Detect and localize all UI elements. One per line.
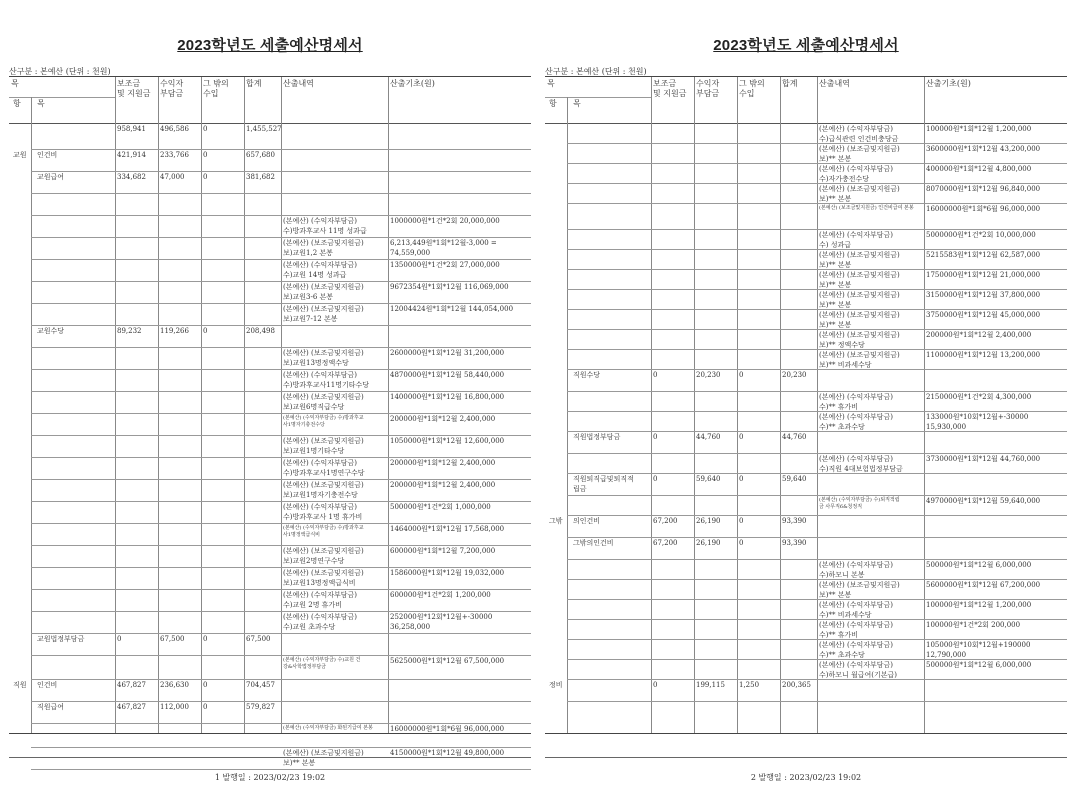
cell-basis: 200000원*1회*12월 2,400,000 <box>390 481 496 489</box>
cell-basis: 600000원*1회*12월 7,200,000 <box>390 547 496 555</box>
cell-detail: (본예산) (수익자부담금) 수)방과후교 사1명정액급식비 <box>283 525 364 538</box>
cell-detail: (본예산) (보조금및지원금) 보)** 본봉 <box>819 251 900 269</box>
cell-subsidy: 0 <box>653 475 658 483</box>
table-row <box>9 457 531 479</box>
cell-basis: 8070000원*1회*12월 96,840,000 <box>926 185 1041 193</box>
cell-subsidy: 0 <box>653 681 658 689</box>
cell-subsidy: 67,200 <box>653 517 678 525</box>
cell-benefit: 20,230 <box>696 371 721 379</box>
table-row <box>9 149 531 171</box>
cell-detail: (본예산) (보조금및지원금) 보)** 본봉 <box>819 291 900 309</box>
header-other: 그 밖의 수입 <box>739 79 765 98</box>
cell-detail: (본예산) (수익자부담금) 수)교원 14명 성과급 <box>283 261 358 279</box>
header-mok-sub: 목 <box>573 99 581 108</box>
table-row <box>9 369 531 391</box>
cell-basis: 1464000원*1회*12월 17,568,000 <box>390 525 505 533</box>
cell-benefit: 119,266 <box>160 327 189 335</box>
cell-other: 0 <box>203 681 208 689</box>
table-row <box>545 309 1067 329</box>
table-row <box>9 633 531 655</box>
table-row <box>545 203 1067 229</box>
cell-detail: (본예산) (보조금및지원금) 보)** 본봉 <box>819 271 900 289</box>
table-row <box>545 659 1067 679</box>
table-row <box>9 479 531 501</box>
cell-detail: (본예산) (수익자부담금) 수)급식관련 인건비충당금 <box>819 125 899 143</box>
table-row <box>9 679 531 701</box>
cell-basis: 500000원*1회*12월 6,000,000 <box>926 561 1032 569</box>
budget-table <box>9 76 531 767</box>
table-row <box>9 237 531 259</box>
table-row <box>545 559 1067 579</box>
cell-basis: 6,213,449원*1회*12월-3,000 = 74,559,000 <box>390 239 497 257</box>
cell-detail: (본예산) (보조금및지원금) 보)교원13명정액수당 <box>283 349 364 367</box>
table-row <box>545 249 1067 269</box>
table-row <box>545 349 1067 369</box>
cell-mok: 인건비 <box>37 681 58 689</box>
cell-subsidy: 467,827 <box>117 681 146 689</box>
table-row <box>9 259 531 281</box>
cell-detail: (본예산) (보조금및지원금) 보)교원3-6 본봉 <box>283 283 364 301</box>
cell-detail: (본예산) (보조금및지원금) 보)** 본봉 <box>819 185 900 203</box>
cell-detail: (본예산) (수익자부담금) 수)방과후교 사1명자기충전수당 <box>283 415 364 428</box>
cell-basis: 200000원*1회*12월 2,400,000 <box>390 459 496 467</box>
cell-mok: 직원급여 <box>37 703 65 711</box>
header-benefit: 수익자 부담금 <box>160 79 184 98</box>
table-row <box>9 391 531 413</box>
table-row <box>545 453 1067 473</box>
cell-other: 0 <box>203 173 208 181</box>
cell-basis: 4150000원*1회*12월 49,800,000 <box>390 749 505 757</box>
cell-other: 0 <box>739 475 744 483</box>
cell-basis: 3750000원*1회*12월 45,000,000 <box>926 311 1041 319</box>
cell-basis: 200000원*1회*12월 2,400,000 <box>926 331 1032 339</box>
cell-mok: 교원수당 <box>37 327 65 335</box>
cell-detail: (본예산) (보조금및지원금) 보)** 본봉 <box>819 581 900 599</box>
cell-subsidy: 421,914 <box>117 151 146 159</box>
cell-detail: (본예산) (보조금및지원금) 보)교원13명정액급식비 <box>283 569 364 587</box>
cell-subsidy: 958,941 <box>117 125 146 133</box>
header-mok-sub: 목 <box>37 99 45 108</box>
table-row <box>545 369 1067 391</box>
cell-subsidy: 0 <box>117 635 122 643</box>
cell-hang: 직원 <box>13 681 27 689</box>
table-row <box>9 215 531 237</box>
cell-basis: 12004424원*1회*12월 144,054,000 <box>390 305 514 313</box>
cell-detail: (본예산) (수익자부담금) 수)방과후교사11명기타수당 <box>283 371 370 389</box>
cell-basis: 5215583원*1회*12월 62,587,000 <box>926 251 1041 259</box>
cell-basis: 2150000원*1건*2회 4,300,000 <box>926 393 1032 401</box>
cell-total: 200,365 <box>782 681 811 689</box>
table-row <box>545 289 1067 309</box>
cell-detail: (본예산) (수익자부담금) 수)** 휴가비 <box>819 621 894 639</box>
table-row <box>545 329 1067 349</box>
cell-basis: 1350000원*1건*2회 27,000,000 <box>390 261 500 269</box>
cell-mok: 직원수당 <box>573 371 601 379</box>
table-row <box>9 723 531 747</box>
table-row <box>545 431 1067 453</box>
cell-total: 579,827 <box>246 703 275 711</box>
cell-basis: 5600000원*1회*12월 67,200,000 <box>926 581 1041 589</box>
cell-total: 208,498 <box>246 327 275 335</box>
table-row <box>9 545 531 567</box>
cell-basis: 200000원*1회*12월 2,400,000 <box>390 415 496 423</box>
cell-basis: 100000원*1회*12월 1,200,000 <box>926 125 1032 133</box>
cell-mok: 의인건비 <box>573 517 601 525</box>
cell-detail: (본예산) (수익자부담금) 수)방과후교사 11명 성과급 <box>283 217 367 235</box>
table-row <box>9 435 531 457</box>
cell-basis: 3730000원*1회*12월 44,760,000 <box>926 455 1041 463</box>
cell-benefit: 236,630 <box>160 681 189 689</box>
cell-basis: 100000원*1회*12월 1,200,000 <box>926 601 1032 609</box>
budget-page-2 <box>545 0 1067 810</box>
table-row <box>9 655 531 679</box>
cell-total: 67,500 <box>246 635 271 643</box>
cell-detail: (본예산) (수익자부담금) 수)하모니 본봉 <box>819 561 894 579</box>
page-footer: 1 발행일 : 2023/02/23 19:02 <box>214 773 326 782</box>
cell-mok: 직원법정부담금 <box>573 433 621 441</box>
table-row <box>545 679 1067 701</box>
table-row <box>9 123 531 149</box>
table-row <box>545 391 1067 411</box>
cell-basis: 4870000원*1회*12월 58,440,000 <box>390 371 505 379</box>
table-row <box>545 183 1067 203</box>
header-mok: 목 <box>547 79 555 88</box>
cell-detail: (본예산) (수익자부담금) 수)직원 4대보험법정부담금 <box>819 455 903 473</box>
header-other: 그 밖의 수입 <box>203 79 229 98</box>
cell-basis: 105000원*10회*12월+190000 12,790,000 <box>926 641 1031 659</box>
cell-total: 59,640 <box>782 475 807 483</box>
header-hang: 항 <box>13 99 21 108</box>
document-title: 2023학년도 세출예산명세서 <box>177 37 363 54</box>
cell-mok: 그밖의인건비 <box>573 539 614 547</box>
cell-other: 0 <box>203 327 208 335</box>
cell-basis: 5625000원*1회*12월 67,500,000 <box>390 657 505 665</box>
cell-benefit: 47,000 <box>160 173 185 181</box>
cell-detail: (본예산) (보조금및지원금) 보)교원7-12 본봉 <box>283 305 364 323</box>
cell-detail: (본예산) (보조금및지원금) 보)교원1명기타수당 <box>283 437 364 455</box>
header-subsidy: 보조금 및 지원금 <box>653 79 687 98</box>
table-row <box>9 567 531 589</box>
cell-basis: 1400000원*1회*12월 16,800,000 <box>390 393 505 401</box>
cell-basis: 3600000원*1회*12월 43,200,000 <box>926 145 1041 153</box>
cell-total: 381,682 <box>246 173 275 181</box>
table-row <box>545 495 1067 515</box>
cell-detail: (본예산) (수익자부담금) 수) 성과급 <box>819 231 894 249</box>
cell-subsidy: 67,200 <box>653 539 678 547</box>
table-row <box>9 325 531 347</box>
table-row <box>9 747 531 769</box>
table-row <box>9 303 531 325</box>
cell-detail: (본예산) (보조금및지원금) 보)** 본봉 <box>819 311 900 329</box>
cell-total: 20,230 <box>782 371 807 379</box>
cell-benefit: 59,640 <box>696 475 721 483</box>
cell-detail: (본예산) (수익자부담금) 수)교원 2명 휴가비 <box>283 591 358 609</box>
cell-detail: (본예산) (보조금및지원금) 보)** 정액수당 <box>819 331 900 349</box>
cell-detail: (본예산) (보조금및지원금) 보)교원1명자기충전수당 <box>283 481 364 499</box>
page-footer: 2 발행일 : 2023/02/23 19:02 <box>750 773 862 782</box>
table-row <box>9 281 531 303</box>
cell-hang: 그밖 <box>549 517 563 525</box>
cell-basis: 1050000원*1회*12월 12,600,000 <box>390 437 505 445</box>
cell-hang: 교원 <box>13 151 27 159</box>
cell-detail: (본예산) (수익자부담금) 수)** 휴가비 <box>819 393 894 411</box>
cell-benefit: 44,760 <box>696 433 721 441</box>
cell-subsidy: 334,682 <box>117 173 146 181</box>
cell-detail: (본예산) (수익자부담금) 수)** 초과수당 <box>819 413 894 431</box>
cell-basis: 500000원*1회*12월 6,000,000 <box>926 661 1032 669</box>
table-row <box>9 523 531 545</box>
cell-benefit: 67,500 <box>160 635 185 643</box>
cell-basis: 1100000원*1회*12월 13,200,000 <box>926 351 1041 359</box>
cell-basis: 1586000원*1회*12월 19,032,000 <box>390 569 505 577</box>
cell-total: 44,760 <box>782 433 807 441</box>
cell-total: 93,390 <box>782 539 807 547</box>
cell-total: 657,680 <box>246 151 275 159</box>
header-detail: 산출내역 <box>283 79 314 88</box>
cell-detail: (본예산) (수익자부담금) 화된기급여 본봉 <box>283 725 373 731</box>
cell-detail: (본예산) (수익자부담금) 수)** 비과세수당 <box>819 601 894 619</box>
cell-basis: 9672354원*1회*12월 116,069,000 <box>390 283 509 291</box>
cell-detail: (본예산) (수익자부담금) 수)교원 초과수당 <box>283 613 358 631</box>
cell-basis: 2600000원*1회*12월 31,200,000 <box>390 349 505 357</box>
cell-detail: (본예산) (수익자부담금) 수)** 초과수당 <box>819 641 894 659</box>
cell-subsidy: 467,827 <box>117 703 146 711</box>
cell-hang: 정비 <box>549 681 563 689</box>
cell-subsidy: 89,232 <box>117 327 142 335</box>
header-hang: 항 <box>549 99 557 108</box>
table-row <box>9 193 531 215</box>
table-row <box>545 515 1067 537</box>
table-row <box>9 347 531 369</box>
budget-unit-label: 산구분 : 본예산 (단위 : 천원) <box>545 67 647 76</box>
header-subsidy: 보조금 및 지원금 <box>117 79 151 98</box>
table-row <box>545 411 1067 431</box>
cell-basis: 600000원*1건*2회 1,200,000 <box>390 591 491 599</box>
table-row <box>545 619 1067 639</box>
cell-other: 0 <box>203 635 208 643</box>
cell-benefit: 199,115 <box>696 681 725 689</box>
cell-detail: (본예산) (보조금및지원금) 보)** 본봉 <box>819 145 900 163</box>
cell-benefit: 496,586 <box>160 125 189 133</box>
table-row <box>545 639 1067 659</box>
cell-benefit: 26,190 <box>696 517 721 525</box>
cell-benefit: 26,190 <box>696 539 721 547</box>
cell-other: 1,250 <box>739 681 760 689</box>
cell-benefit: 112,000 <box>160 703 189 711</box>
table-row <box>545 269 1067 289</box>
cell-detail: (본예산) (보조금및지원금) 인건비급여 본봉 <box>819 205 914 211</box>
cell-other: 0 <box>739 539 744 547</box>
cell-detail: (본예산) (보조금및지원금) 보)교원6명직급수당 <box>283 393 364 411</box>
header-mok: 목 <box>11 79 19 88</box>
cell-basis: 16000000원*1회*6월 96,000,000 <box>926 205 1041 213</box>
cell-subsidy: 0 <box>653 371 658 379</box>
table-row <box>545 143 1067 163</box>
cell-detail: (본예산) (수익자부담금) 수)자가충전수당 <box>819 165 894 183</box>
cell-subsidy: 0 <box>653 433 658 441</box>
header-total: 합계 <box>246 79 262 88</box>
table-row <box>9 611 531 633</box>
cell-basis: 16000000원*1회*6월 96,000,000 <box>390 725 505 733</box>
cell-basis: 3150000원*1회*12월 37,800,000 <box>926 291 1041 299</box>
table-row <box>9 413 531 435</box>
cell-detail: (본예산) (수익자부담금) 수)퇴직적립 금 사무직6&청정직 <box>819 497 900 510</box>
cell-basis: 1750000원*1회*12월 21,000,000 <box>926 271 1041 279</box>
table-row <box>545 599 1067 619</box>
cell-basis: 252000원*12회*12월+-30000 36,258,000 <box>390 613 493 631</box>
budget-unit-label: 산구분 : 본예산 (단위 : 천원) <box>9 67 111 76</box>
table-row <box>545 537 1067 559</box>
cell-basis: 400000원*1회*12월 4,800,000 <box>926 165 1032 173</box>
cell-other: 0 <box>203 703 208 711</box>
cell-detail: (본예산) (보조금및지원금) 보)** 비과세수당 <box>819 351 900 369</box>
cell-detail: (본예산) (보조금및지원금) 보)교원2명연구수당 <box>283 547 364 565</box>
table-row <box>545 473 1067 495</box>
cell-other: 0 <box>739 371 744 379</box>
cell-mok: 인건비 <box>37 151 58 159</box>
cell-mok: 교원급여 <box>37 173 65 181</box>
cell-other: 0 <box>739 433 744 441</box>
table-row <box>545 163 1067 183</box>
cell-detail: (본예산) (보조금및지원금) 보)교원1,2 본봉 <box>283 239 364 257</box>
cell-detail: (본예산) (수익자부담금) 수)하모니 월급여(기본급) <box>819 661 898 679</box>
cell-basis: 500000원*1건*2회 1,000,000 <box>390 503 491 511</box>
cell-benefit: 233,766 <box>160 151 189 159</box>
cell-basis: 100000원*1건*2회 200,000 <box>926 621 1021 629</box>
cell-basis: 1000000원*1건*2회 20,000,000 <box>390 217 500 225</box>
cell-total: 1,455,527 <box>246 125 282 133</box>
table-row <box>9 501 531 523</box>
cell-detail: (본예산) (수익자부담금) 수)교원 건 강&사학법정부담금 <box>283 657 361 670</box>
table-row <box>9 701 531 723</box>
cell-basis: 5000000원*1건*2회 10,000,000 <box>926 231 1036 239</box>
header-basis: 산출기초(원) <box>390 79 435 88</box>
budget-table <box>545 76 1067 734</box>
cell-mok: 직원퇴직급및퇴직적 립금 <box>573 475 634 493</box>
cell-basis: 133000원*10회*12월+-30000 15,930,000 <box>926 413 1029 431</box>
cell-other: 0 <box>203 125 208 133</box>
table-row <box>9 589 531 611</box>
cell-other: 0 <box>739 517 744 525</box>
cell-other: 0 <box>203 151 208 159</box>
cell-detail: (본예산) (수익자부담금) 수)방과후교사1명연구수당 <box>283 459 365 477</box>
cell-detail: (본예산) (보조금및지원금) 보)** 본봉 <box>283 749 364 767</box>
budget-page-1 <box>9 0 531 810</box>
header-detail: 산출내역 <box>819 79 850 88</box>
table-row <box>545 579 1067 599</box>
cell-basis: 4970000원*1회*12월 59,640,000 <box>926 497 1041 505</box>
table-row <box>545 229 1067 249</box>
cell-total: 704,457 <box>246 681 275 689</box>
cell-total: 93,390 <box>782 517 807 525</box>
document-title: 2023학년도 세출예산명세서 <box>713 37 899 54</box>
cell-detail: (본예산) (수익자부담금) 수)방과후교사 1명 휴가비 <box>283 503 363 521</box>
header-total: 합계 <box>782 79 798 88</box>
header-benefit: 수익자 부담금 <box>696 79 720 98</box>
cell-mok: 교원법정부담금 <box>37 635 85 643</box>
header-basis: 산출기초(원) <box>926 79 971 88</box>
table-row <box>9 171 531 193</box>
table-row <box>545 123 1067 143</box>
